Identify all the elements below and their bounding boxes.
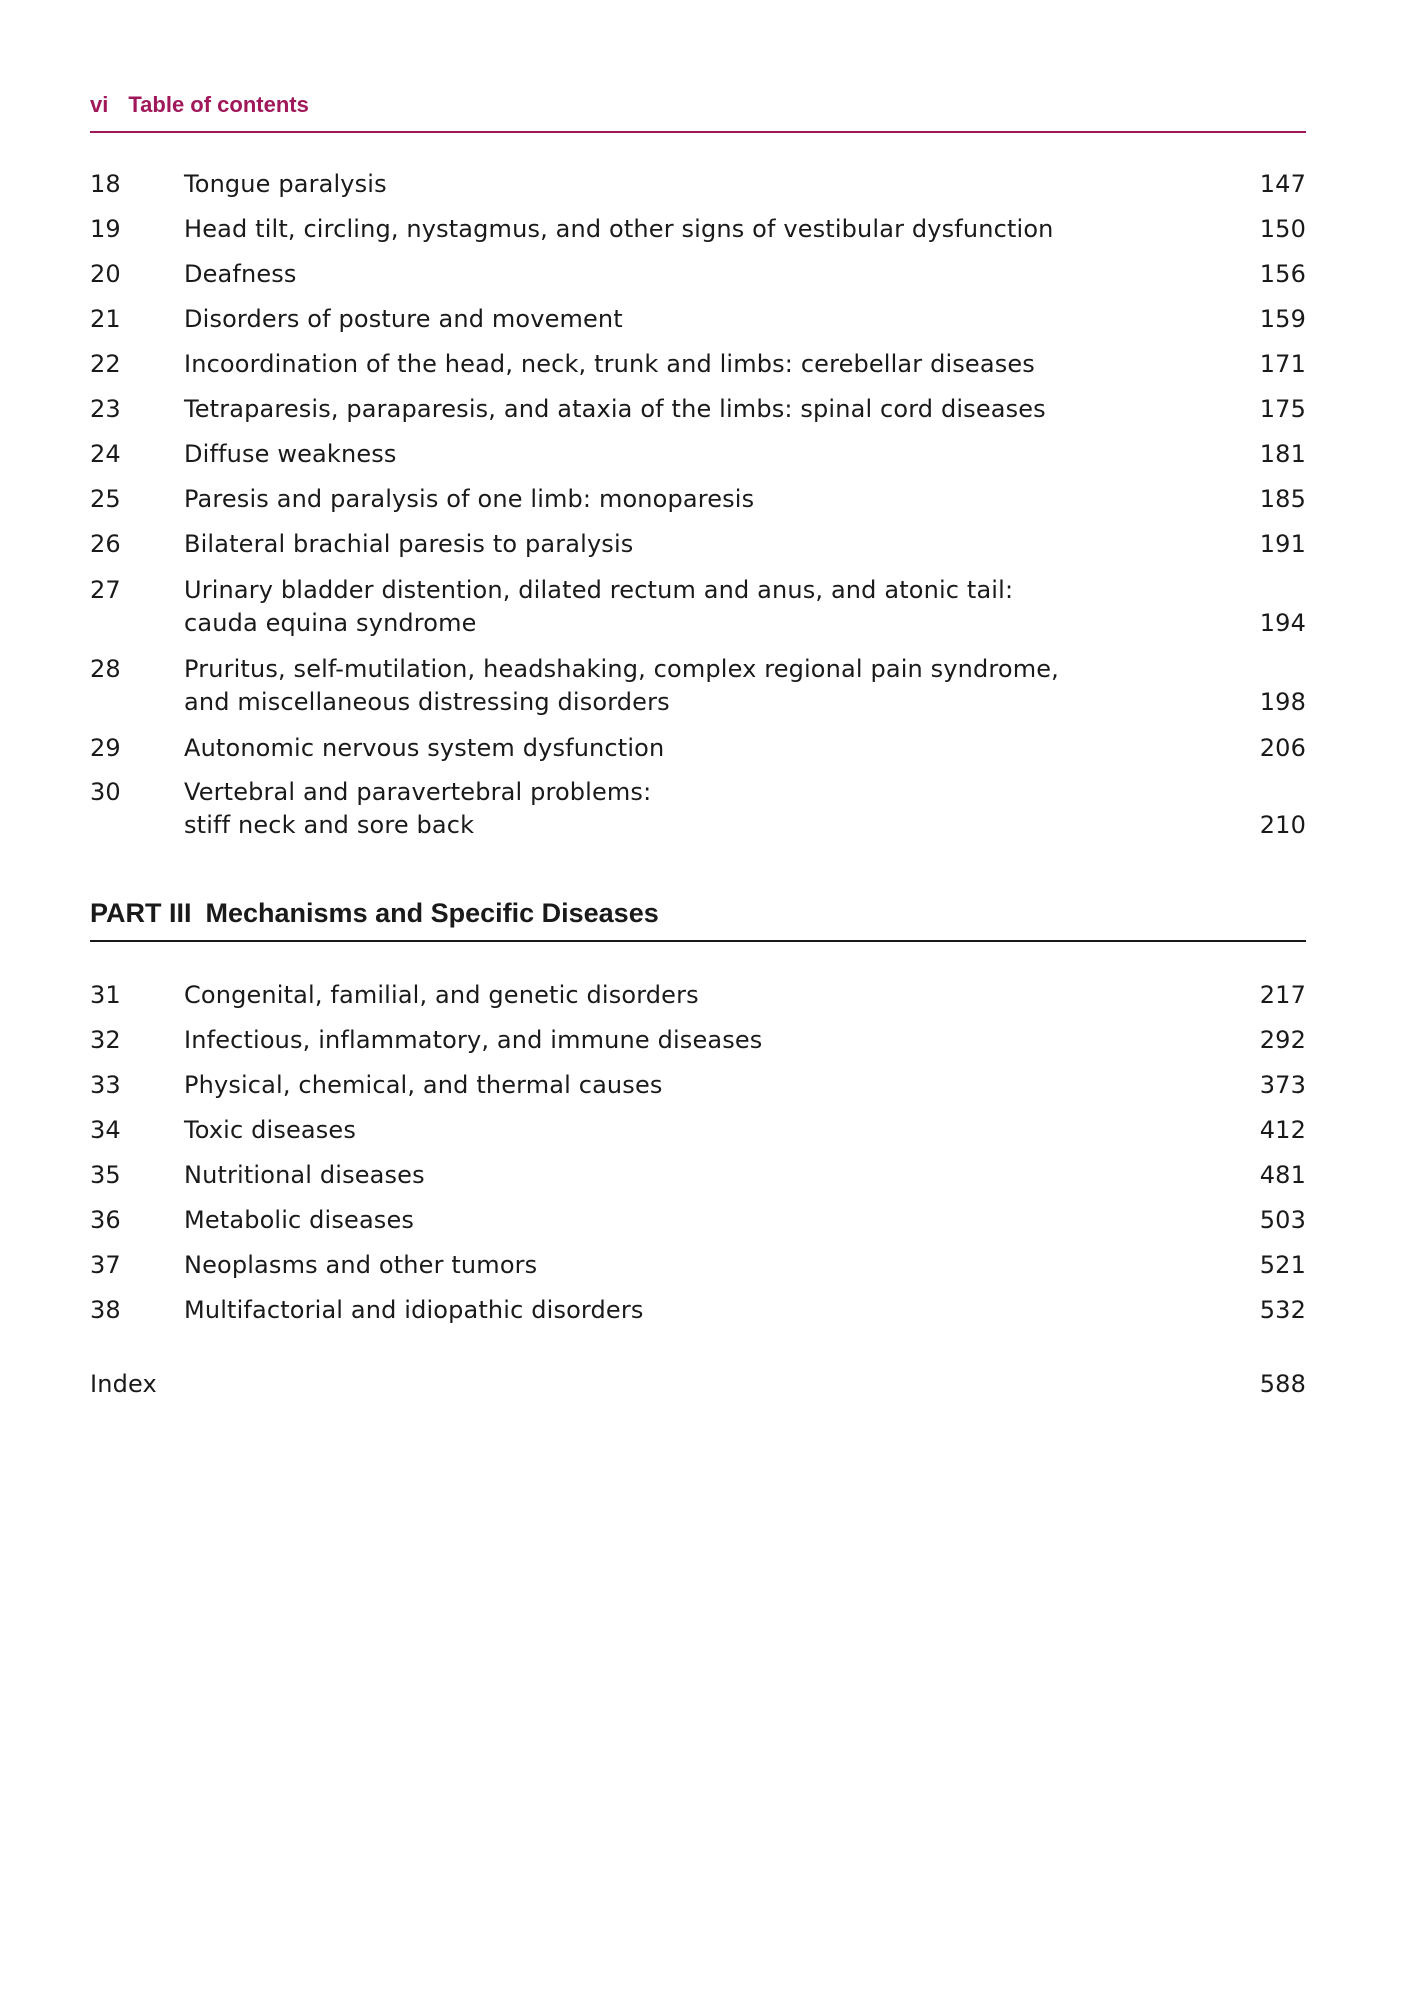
- chapter-number: 35: [90, 1161, 121, 1189]
- chapter-title-line: Head tilt, circling, nystagmus, and other signs of vestibular dysfunction: [184, 215, 1054, 243]
- chapter-title: [184, 1294, 644, 1327]
- chapter-number: 32: [90, 1026, 121, 1054]
- chapter-number: 23: [90, 395, 121, 423]
- chapter-number: 22: [90, 350, 121, 378]
- chapter-title-line: Autonomic nervous system dysfunction: [184, 734, 665, 762]
- chapter-title: [184, 1024, 762, 1057]
- chapter-title: [184, 213, 1054, 246]
- chapter-number: 26: [90, 530, 121, 558]
- chapter-title-line: Disorders of posture and movement: [184, 305, 623, 333]
- chapter-title-line: Deafness: [184, 260, 297, 288]
- chapter-number: 19: [90, 215, 121, 243]
- part-heading: [90, 898, 659, 929]
- chapter-title-line: stiff neck and sore back: [184, 811, 475, 839]
- chapter-title: [184, 393, 1046, 426]
- chapter-title-line: Metabolic diseases: [184, 1206, 415, 1234]
- chapter-page-number: 292: [1259, 1026, 1306, 1054]
- chapter-title: [184, 483, 754, 516]
- chapter-title: [184, 574, 1013, 640]
- chapter-number: 38: [90, 1296, 121, 1324]
- chapter-page-number: 503: [1259, 1206, 1306, 1234]
- chapter-title-line: Neoplasms and other tumors: [184, 1251, 538, 1279]
- chapter-title: [184, 528, 633, 561]
- chapter-number: 18: [90, 170, 121, 198]
- chapter-title: [184, 1069, 663, 1102]
- index-page-number: 588: [1259, 1370, 1306, 1398]
- chapter-title-line: Toxic diseases: [184, 1116, 356, 1144]
- chapter-number: 28: [90, 655, 121, 683]
- part-title: Mechanisms and Specific Diseases: [205, 898, 659, 928]
- chapter-number: 37: [90, 1251, 121, 1279]
- chapter-title-line: Tetraparesis, paraparesis, and ataxia of the limbs: spinal cord diseases: [184, 395, 1046, 423]
- chapter-title: [184, 1159, 425, 1192]
- chapter-title-line: Tongue paralysis: [184, 170, 387, 198]
- chapter-page-number: 412: [1259, 1116, 1306, 1144]
- chapter-page-number: 150: [1259, 215, 1306, 243]
- index-label: Index: [90, 1370, 157, 1398]
- chapter-title-line: Diffuse weakness: [184, 440, 397, 468]
- chapter-title: [184, 1114, 356, 1147]
- chapter-page-number: 217: [1259, 981, 1306, 1009]
- part-label: PART III: [90, 898, 192, 928]
- chapter-title: [184, 258, 297, 291]
- running-head-title: Table of contents: [128, 92, 309, 117]
- chapter-title-line: Paresis and paralysis of one limb: monoparesis: [184, 485, 755, 513]
- chapter-title-line: cauda equina syndrome: [184, 609, 477, 637]
- chapter-title-line: Multifactorial and idiopathic disorders: [184, 1296, 644, 1324]
- chapter-page-number: 147: [1259, 170, 1306, 198]
- chapter-title: [184, 1249, 537, 1282]
- chapter-title-line: Congenital, familial, and genetic disorders: [184, 981, 699, 1009]
- chapter-page-number: 532: [1259, 1296, 1306, 1324]
- part-rule: [90, 940, 1306, 942]
- chapter-number: 36: [90, 1206, 121, 1234]
- chapter-title-line: Bilateral brachial paresis to paralysis: [184, 530, 634, 558]
- chapter-title: [184, 732, 664, 765]
- chapter-title: [184, 1204, 414, 1237]
- chapter-title-line: Urinary bladder distention, dilated rectum and anus, and atonic tail:: [184, 576, 1014, 604]
- chapter-title: [184, 776, 651, 842]
- chapter-page-number: 159: [1259, 305, 1306, 333]
- page-folio: vi: [90, 92, 109, 117]
- running-head: [90, 92, 309, 118]
- chapter-title: [184, 438, 397, 471]
- chapter-title-line: Physical, chemical, and thermal causes: [184, 1071, 663, 1099]
- chapter-number: 25: [90, 485, 121, 513]
- chapter-title-line: Pruritus, self-mutilation, headshaking, complex regional pain syndrome,: [184, 655, 1059, 683]
- chapter-title: [184, 168, 387, 201]
- chapter-page-number: 156: [1259, 260, 1306, 288]
- chapter-number: 33: [90, 1071, 121, 1099]
- chapter-page-number: 181: [1259, 440, 1306, 468]
- chapter-number: 34: [90, 1116, 121, 1144]
- chapter-title-line: Vertebral and paravertebral problems:: [184, 778, 652, 806]
- chapter-page-number: 481: [1259, 1161, 1306, 1189]
- chapter-number: 20: [90, 260, 121, 288]
- chapter-title: [184, 653, 1059, 719]
- chapter-page-number: 206: [1259, 734, 1306, 762]
- chapter-page-number: 373: [1259, 1071, 1306, 1099]
- chapter-number: 30: [90, 778, 121, 806]
- chapter-number: 21: [90, 305, 121, 333]
- chapter-title: [184, 979, 699, 1012]
- chapter-page-number: 194: [1259, 609, 1306, 637]
- chapter-page-number: 210: [1259, 811, 1306, 839]
- chapter-title: [184, 348, 1035, 381]
- chapter-number: 24: [90, 440, 121, 468]
- chapter-page-number: 171: [1259, 350, 1306, 378]
- chapter-title: [184, 303, 623, 336]
- chapter-title-line: and miscellaneous distressing disorders: [184, 688, 670, 716]
- chapter-title-line: Incoordination of the head, neck, trunk and limbs: cerebellar diseases: [184, 350, 1035, 378]
- chapter-title-line: Nutritional diseases: [184, 1161, 425, 1189]
- chapter-number: 29: [90, 734, 121, 762]
- chapter-page-number: 198: [1259, 688, 1306, 716]
- chapter-page-number: 175: [1259, 395, 1306, 423]
- running-head-rule: [90, 131, 1306, 133]
- chapter-number: 31: [90, 981, 121, 1009]
- chapter-page-number: 191: [1259, 530, 1306, 558]
- chapter-number: 27: [90, 576, 121, 604]
- chapter-title-line: Infectious, inflammatory, and immune diseases: [184, 1026, 763, 1054]
- chapter-page-number: 521: [1259, 1251, 1306, 1279]
- chapter-page-number: 185: [1259, 485, 1306, 513]
